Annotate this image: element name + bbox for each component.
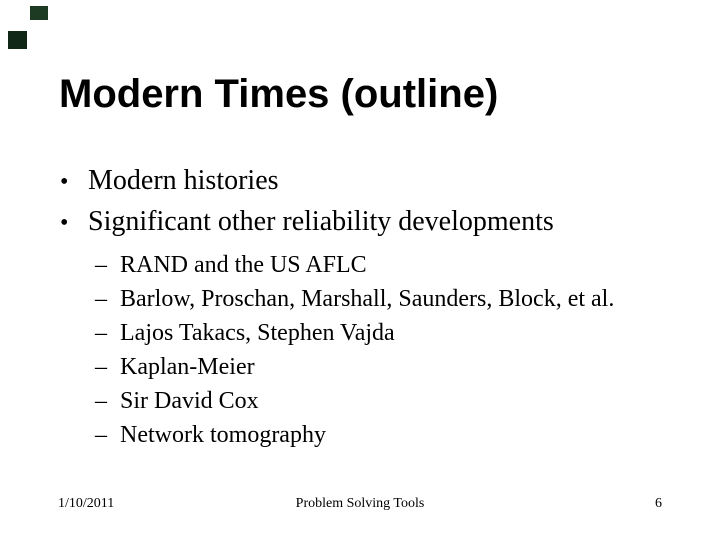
sub-bullet-text: Sir David Cox (120, 388, 259, 414)
footer-title: Problem Solving Tools (295, 496, 425, 511)
dash-marker-icon: – (95, 388, 107, 414)
slide-footer (0, 494, 720, 516)
dash-marker-icon: – (95, 354, 107, 380)
decor-square-upper (30, 6, 48, 20)
footer-date: 1/10/2011 (58, 496, 115, 511)
sub-bullet-text: Barlow, Proschan, Marshall, Saunders, Block, et al. (120, 286, 615, 312)
bullet-text: Significant other reliability developments (88, 206, 554, 237)
bullet-item-level2 (95, 248, 706, 282)
bullet-text: Modern histories (88, 165, 279, 196)
bullet-item-level2 (95, 316, 706, 350)
sub-bullet-text: Lajos Takacs, Stephen Vajda (120, 320, 395, 346)
dash-marker-icon: – (95, 286, 107, 312)
bullet-item-level1 (60, 161, 706, 202)
slide-body (60, 161, 706, 452)
dash-marker-icon: – (95, 252, 107, 278)
dash-marker-icon: – (95, 422, 107, 448)
sub-bullet-text: Network tomography (120, 422, 326, 448)
page-number: 6 (655, 496, 662, 511)
sub-bullet-list (95, 248, 706, 452)
slide-title: Modern Times (outline) (59, 72, 499, 116)
bullet-item-level1 (60, 202, 706, 243)
sub-bullet-text: RAND and the US AFLC (120, 252, 367, 278)
sub-bullet-text: Kaplan-Meier (120, 354, 255, 380)
bullet-item-level2 (95, 282, 706, 316)
bullet-marker-icon: • (60, 210, 69, 236)
bullet-item-level2 (95, 384, 706, 418)
dash-marker-icon: – (95, 320, 107, 346)
bullet-item-level2 (95, 350, 706, 384)
bullet-item-level2 (95, 418, 706, 452)
bullet-marker-icon: • (60, 169, 69, 195)
decor-square-lower (8, 31, 27, 49)
